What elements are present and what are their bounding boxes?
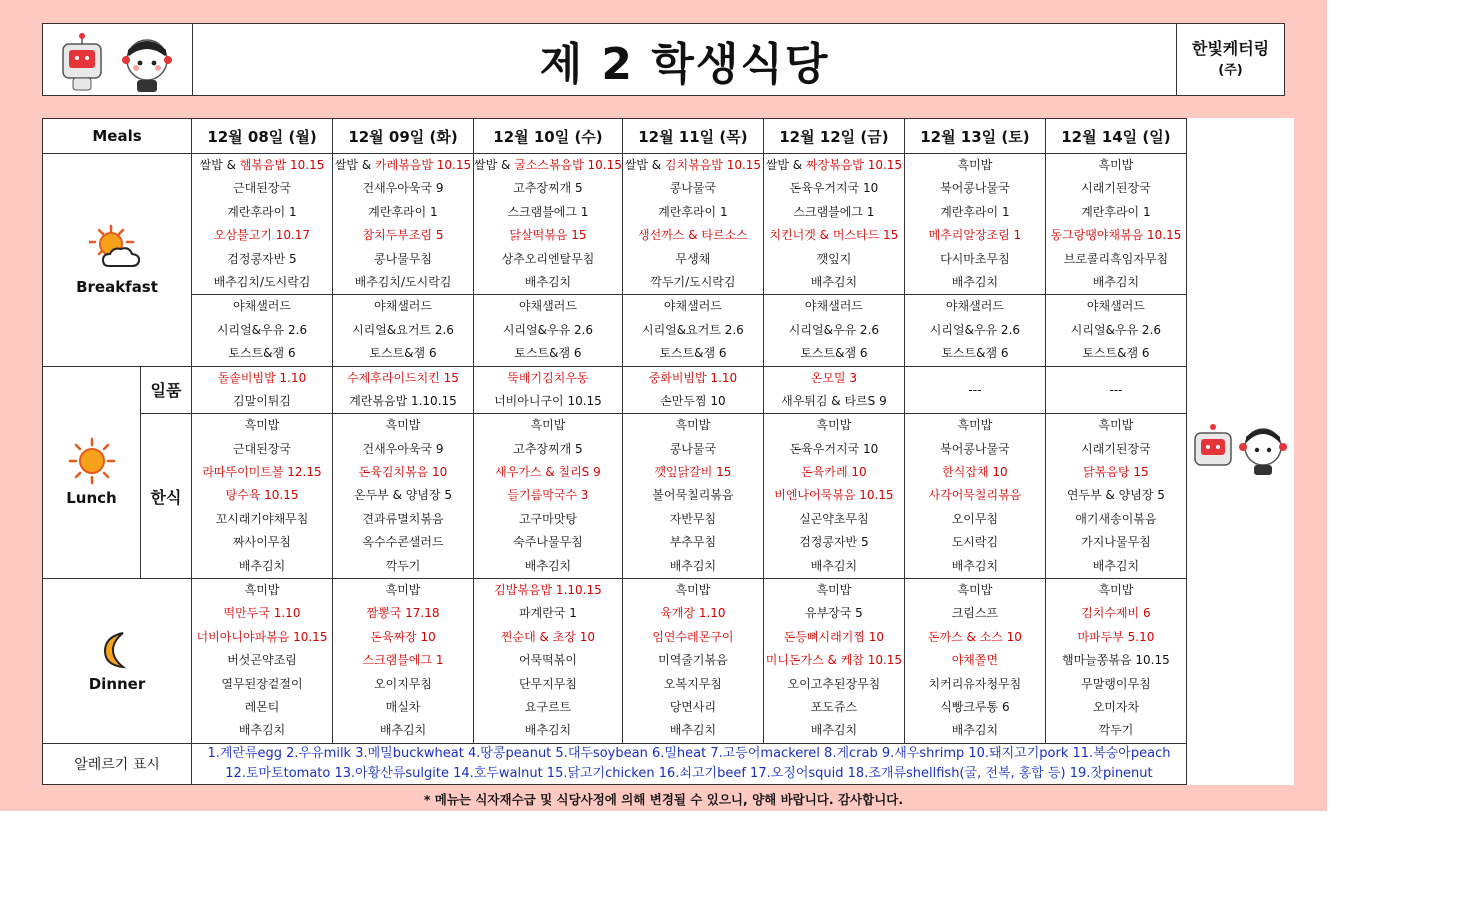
menu-item: 매실차 [385, 699, 421, 714]
breakfast-side-cell [904, 295, 1045, 366]
menu-item: 배추김치 [238, 723, 286, 738]
menu-item: 토스트&잼 6 [514, 346, 582, 361]
menu-item: 배추김치 [524, 274, 572, 289]
menu-item: --- [968, 382, 982, 397]
lunch-hansik-label: 한식 [141, 414, 192, 579]
moon-icon [97, 629, 137, 671]
day-header: 12월 13일 (토) [904, 119, 1045, 154]
menu-item: 흑미밥 [957, 583, 993, 598]
menu-item: 찐순대 & 초장 10 [500, 629, 595, 644]
menu-item: 시리얼&우유 2.6 [216, 322, 308, 337]
menu-item: 토스트&잼 6 [369, 346, 437, 361]
company-name: 한빛케터링 [1191, 38, 1270, 58]
day-header: 12월 12일 (금) [763, 119, 904, 154]
girl-mascot-icon [122, 40, 172, 92]
lunch-ilpum-cell [333, 366, 474, 414]
menu-item: 돈육우거지국 10 [789, 441, 879, 456]
menu-item: 고구마맛탕 [518, 511, 577, 526]
menu-item: 한식잡채 10 [942, 465, 1008, 480]
menu-item: 시리얼&요거트 2.6 [352, 322, 454, 337]
menu-item: 배추김치 [524, 558, 572, 573]
breakfast-side-row [43, 295, 1294, 366]
menu-item: 야채샐러드 [804, 299, 863, 314]
menu-item: 온두부 & 양념장 5 [354, 488, 452, 503]
menu-item: 깍두기 [1098, 723, 1134, 738]
menu-item [474, 154, 622, 177]
lunch-ilpum-cell [1045, 366, 1186, 414]
breakfast-label: Breakfast [76, 277, 158, 296]
menu-item: 미역줄기볶음 [658, 653, 728, 668]
menu-item: 근대된장국 [233, 441, 291, 456]
logo-cell [43, 24, 193, 95]
lunch-ilpum-cell [904, 366, 1045, 414]
menu-item: 김치수제비 6 [1081, 606, 1151, 621]
menu-item: 배추김치 [951, 558, 999, 573]
menu-item: 짬뽕국 17.18 [366, 606, 440, 621]
menu-item: 어묵떡볶이 [518, 653, 577, 668]
menu-item [905, 154, 1045, 177]
menu-item [764, 154, 904, 177]
menu-item: 건새우아욱국 9 [362, 441, 444, 456]
menu-item: 닭살떡볶음 15 [509, 228, 587, 243]
day-header: 12월 14일 (일) [1045, 119, 1186, 154]
menu-item: --- [1109, 382, 1123, 397]
menu-item: 깍두기/도시락김 [650, 274, 736, 289]
menu-item: 배추김치 [238, 558, 286, 573]
menu-item: 가지나물무침 [1081, 535, 1151, 550]
menu-item: 배추김치/도시락김 [213, 274, 311, 289]
lunch-hansik-cell [192, 414, 333, 579]
header-row [43, 119, 1294, 154]
menu-item: 김밥볶음밥 1.10.15 [494, 583, 602, 598]
breakfast-side-cell [192, 295, 333, 366]
menu-item: 야채샐러드 [518, 299, 577, 314]
menu-item: 육개장 1.10 [660, 606, 726, 621]
menu-item-part: 김치볶음밥 10.15 [664, 158, 762, 172]
menu-item: 배추김치 [379, 723, 427, 738]
menu-item: 오이무침 [951, 511, 999, 526]
menu-item: 자반무침 [669, 511, 717, 526]
menu-item: 시리얼&우유 2.6 [788, 322, 880, 337]
menu-item: 상추오리엔탈무침 [501, 251, 595, 266]
menu-item: 숙주나물무침 [513, 535, 583, 550]
menu-item: 흑미밥 [675, 418, 711, 433]
menu-item: 라따뚜이미트볼 12.15 [202, 465, 322, 480]
menu-item: 짜사이무침 [233, 535, 291, 550]
menu-item: 마파두부 5.10 [1077, 629, 1155, 644]
lunch-ilpum-label: 일품 [141, 366, 192, 414]
menu-item: 야채샐러드 [374, 299, 432, 314]
menu-item: 단무지무침 [518, 676, 577, 691]
menu-item: 새우튀김 & 타르S 9 [781, 393, 887, 408]
menu-item: 배추김치/도시락김 [354, 274, 452, 289]
breakfast-side-cell [474, 295, 623, 366]
menu-item: 북어콩나물국 [940, 441, 1010, 456]
footnote: * 메뉴는 식자재수급 및 식당사정에 의해 변경될 수 있으니, 양해 바랍니다. 감사합니다. [423, 792, 904, 807]
lunch-hansik-cell [622, 414, 763, 579]
breakfast-side-cell [763, 295, 904, 366]
menu-item: 야채쫄면 [951, 653, 999, 668]
dinner-label-cell [43, 579, 192, 744]
menu-item: 무말랭이무침 [1081, 676, 1151, 691]
menu-item: 식빵크루통 6 [940, 699, 1010, 714]
menu-item: 야채샐러드 [233, 299, 291, 314]
menu-item: 꼬시래기야채무침 [215, 511, 309, 526]
menu-item: 배추김치 [951, 723, 999, 738]
menu-item: 다시마초무침 [940, 251, 1010, 266]
menu-item: 중화비빔밥 1.10 [648, 370, 738, 385]
menu-item: 너비아니구이 10.15 [494, 393, 602, 408]
company-suffix: (주) [1218, 62, 1243, 78]
menu-item: 배추김치 [669, 558, 717, 573]
robot-mascot-icon [1187, 419, 1294, 479]
menu-item: 생선까스 & 타르소스 [638, 228, 748, 243]
menu-item: 파계란국 1 [519, 606, 577, 621]
menu-item: 돈육카레 10 [801, 465, 867, 480]
menu-item: 돈까스 & 소스 10 [927, 629, 1022, 644]
allergy-row [43, 743, 1294, 784]
menu-item: 콩나물국 [669, 181, 717, 196]
menu-item: 들기름막국수 3 [507, 488, 589, 503]
menu-table [42, 118, 1294, 785]
dinner-cell [763, 579, 904, 744]
lunch-ilpum-row [43, 366, 1294, 414]
menu-item: 돈등뼈시래기찜 10 [783, 629, 885, 644]
menu-item: 오이고추된장무침 [787, 676, 881, 691]
company-cell [1176, 24, 1284, 95]
menu-item: 계란후라이 1 [1081, 204, 1151, 219]
menu-item: 흑미밥 [244, 418, 280, 433]
menu-item: 연두부 & 양념장 5 [1066, 488, 1165, 503]
menu-item: 배추김치 [951, 274, 999, 289]
menu-item-part: 쌀밥 & [334, 158, 376, 172]
menu-item-part: 햄볶음밥 10.15 [239, 158, 325, 172]
menu-item: 시래기된장국 [1081, 181, 1151, 196]
menu-item: 레몬티 [244, 699, 280, 714]
menu-item: 야채샐러드 [945, 299, 1004, 314]
robot-mascot-icon [43, 24, 192, 95]
menu-item: 손만두찜 10 [660, 393, 726, 408]
lunch-ilpum-cell [192, 366, 333, 414]
menu-item: 배추김치 [1092, 558, 1140, 573]
menu-item: 실곤약초무침 [799, 511, 869, 526]
menu-item: 토스트&잼 6 [228, 346, 296, 361]
menu-item: 온모밀 3 [810, 370, 858, 385]
menu-item: 시리얼&우유 2.6 [929, 322, 1021, 337]
menu-item: 치커리유자청무침 [928, 676, 1022, 691]
menu-item: 배추김치 [669, 723, 717, 738]
menu-item [333, 154, 473, 177]
menu-item: 닭볶음탕 15 [1083, 465, 1149, 480]
menu-item: 시래기된장국 [1081, 441, 1151, 456]
menu-item: 미니돈가스 & 케찹 10.15 [765, 653, 903, 668]
sun-icon [68, 437, 116, 485]
menu-item: 견과류멸치볶음 [362, 511, 444, 526]
allergy-legend [192, 743, 1187, 784]
lunch-hansik-row [43, 414, 1294, 579]
lunch-hansik-cell [763, 414, 904, 579]
menu-item-part: 쌀밥 & [474, 158, 515, 172]
menu-item: 메추리알장조림 1 [928, 228, 1022, 243]
menu-item: 계란후라이 1 [658, 204, 728, 219]
menu-item: 돌솥비빔밥 1.10 [217, 370, 307, 385]
menu-item: 너비아니야파볶음 10.15 [196, 629, 328, 644]
menu-item: 시리얼&요거트 2.6 [642, 322, 744, 337]
day-header: 12월 11일 (목) [622, 119, 763, 154]
menu-item: 당면사리 [669, 699, 717, 714]
menu-item: 오삼불고기 10.17 [213, 228, 311, 243]
menu-item: 흑미밥 [1098, 418, 1134, 433]
menu-item: 스크램블에그 1 [362, 653, 444, 668]
menu-item: 토스트&잼 6 [659, 346, 727, 361]
menu-item: 검정콩자반 5 [799, 535, 869, 550]
breakfast-side-cell [622, 295, 763, 366]
menu-item: 흑미밥 [957, 418, 993, 433]
menu-item: 고추장찌개 5 [513, 441, 583, 456]
menu-item: 깻잎닭갈비 15 [654, 465, 732, 480]
lunch-ilpum-cell [763, 366, 904, 414]
menu-item: 콩나물무침 [374, 251, 432, 266]
menu-item: 임연수레몬구이 [652, 629, 734, 644]
menu-item: 흑미밥 [244, 583, 280, 598]
meals-header: Meals [43, 119, 192, 154]
menu-item: 포도쥬스 [810, 699, 858, 714]
breakfast-side-cell [333, 295, 474, 366]
lunch-ilpum-cell [474, 366, 623, 414]
menu-item-part: 흑미밥 [957, 158, 993, 172]
menu-item: 야채샐러드 [663, 299, 722, 314]
menu-item: 야채샐러드 [1086, 299, 1145, 314]
menu-item: 계란볶음밥 1.10.15 [349, 393, 457, 408]
menu-item: 볼어묵칠리볶음 [652, 488, 734, 503]
menu-item: 오이지무침 [374, 676, 432, 691]
menu-item: 뚝배기김치우동 [507, 370, 589, 385]
menu-item: 햄마늘쫑볶음 10.15 [1062, 653, 1170, 668]
menu-item: 떡만두국 1.10 [223, 606, 301, 621]
menu-item: 오미자차 [1092, 699, 1140, 714]
mascot-cell [1186, 119, 1294, 785]
dinner-cell [622, 579, 763, 744]
breakfast-label-cell [43, 154, 192, 367]
menu-item: 유부장국 5 [804, 606, 863, 621]
menu-item: 흑미밥 [385, 583, 421, 598]
day-header: 12월 09일 (화) [333, 119, 474, 154]
menu-item: 사각어묵칠리볶음 [928, 488, 1022, 503]
menu-item: 열무된장겉절이 [221, 676, 303, 691]
menu-item-part: 쌀밥 & [624, 158, 665, 172]
menu-item: 오복지무침 [663, 676, 722, 691]
menu-item: 흑미밥 [530, 418, 566, 433]
menu-item-part: 짜장볶음밥 10.15 [805, 158, 903, 172]
lunch-hansik-cell [333, 414, 474, 579]
lunch-ilpum-cell [622, 366, 763, 414]
breakfast-side-cell [1045, 295, 1186, 366]
menu-item: 돈육짜장 10 [370, 629, 436, 644]
menu-item: 수제후라이드치킨 15 [347, 370, 459, 385]
menu-item: 흑미밥 [385, 418, 421, 433]
breakfast-main-cell [192, 154, 333, 295]
menu-item: 계란후라이 1 [940, 204, 1010, 219]
lunch-hansik-cell [1045, 414, 1186, 579]
menu-item: 배추김치 [524, 723, 572, 738]
dinner-row [43, 579, 1294, 744]
menu-item: 새우가스 & 칠리S 9 [495, 465, 601, 480]
menu-item: 크림스프 [951, 606, 999, 621]
menu-item [1046, 154, 1186, 177]
menu-item: 깍두기 [385, 558, 421, 573]
breakfast-main-cell [474, 154, 623, 295]
breakfast-main-cell [333, 154, 474, 295]
dinner-cell [192, 579, 333, 744]
menu-item: 계란후라이 1 [227, 204, 297, 219]
allergy-label: 알레르기 표시 [43, 743, 192, 784]
menu-item: 북어콩나물국 [940, 181, 1010, 196]
lunch-hansik-cell [474, 414, 623, 579]
menu-item-part: 쌀밥 & [765, 158, 806, 172]
dinner-cell [333, 579, 474, 744]
dinner-label: Dinner [88, 674, 146, 693]
menu-item: 스크램블에그 1 [507, 204, 589, 219]
menu-item: 버섯곤약조림 [227, 653, 297, 668]
menu-item-part: 굴소스볶음밥 10.15 [514, 158, 622, 172]
menu-item: 돈육우거지국 10 [789, 181, 879, 196]
breakfast-main-cell [1045, 154, 1186, 295]
menu-item: 흑미밥 [816, 418, 852, 433]
menu-item-part: 쌀밥 & [199, 158, 240, 172]
menu-item: 흑미밥 [1098, 583, 1134, 598]
menu-item: 근대된장국 [233, 181, 291, 196]
header [42, 23, 1285, 96]
menu-item: 배추김치 [810, 723, 858, 738]
dinner-cell [1045, 579, 1186, 744]
day-header: 12월 10일 (수) [474, 119, 623, 154]
menu-item-part: 카레볶음밥 10.15 [375, 158, 472, 172]
allergy-line: 1.계란류egg 2.우유milk 3.메밀buckwheat 4.땅콩peanut 5.대두soybean 6.밀heat 7.고등어mackerel 8.게crab 9.새우shrimp 10.돼지고기pork 11.복숭아peach [207, 745, 1171, 761]
menu-item: 브로콜리흑임자무침 [1063, 251, 1169, 266]
page-title: 제 2 학생식당 [539, 38, 830, 90]
menu-item: 흑미밥 [816, 583, 852, 598]
lunch-hansik-cell [904, 414, 1045, 579]
menu-item: 토스트&잼 6 [800, 346, 868, 361]
menu-item: 계란후라이 1 [368, 204, 438, 219]
menu-item: 깻잎지 [816, 251, 852, 266]
menu-item: 치킨너겟 & 머스타드 15 [769, 228, 899, 243]
menu-item: 도시락김 [951, 535, 999, 550]
breakfast-main-cell [763, 154, 904, 295]
dinner-cell [474, 579, 623, 744]
menu-item: 배추김치 [810, 558, 858, 573]
menu-item: 부추무침 [669, 535, 717, 550]
sun-cloud-icon [89, 224, 145, 274]
lunch-label: Lunch [66, 489, 117, 508]
allergy-line: 12.토마토tomato 13.아황산류sulgite 14.호두walnut 15.닭고기chicken 16.쇠고기beef 17.오징어squid 18.조개류shellfish(굴, 전복, 홍합 등) 19.잣pinenut [225, 765, 1153, 781]
menu-item: 애기새송이볶음 [1075, 511, 1157, 526]
menu-item: 무생채 [675, 251, 711, 266]
menu-item: 건새우아욱국 9 [362, 181, 444, 196]
menu-item: 참치두부조림 5 [362, 228, 444, 243]
menu-item: 검정콩자반 5 [227, 251, 297, 266]
dinner-cell [904, 579, 1045, 744]
menu-item [623, 154, 763, 177]
menu-item: 고추장찌개 5 [513, 181, 583, 196]
menu-item: 콩나물국 [669, 441, 717, 456]
lunch-label-cell [43, 366, 141, 579]
breakfast-main-row [43, 154, 1294, 295]
menu-item: 흑미밥 [675, 583, 711, 598]
day-header: 12월 08일 (월) [192, 119, 333, 154]
menu-item: 비엔나어묵볶음 10.15 [774, 488, 894, 503]
menu-item: 토스트&잼 6 [941, 346, 1009, 361]
menu-item: 탕수육 10.15 [225, 488, 299, 503]
menu-item: 요구르트 [524, 699, 572, 714]
menu-item: 시리얼&우유 2.6 [1070, 322, 1162, 337]
menu-item: 토스트&잼 6 [1082, 346, 1150, 361]
menu-item: 옥수수콘샐러드 [362, 535, 444, 550]
menu-item: 배추김치 [1092, 274, 1140, 289]
menu-item: 동그랑땡야채볶음 10.15 [1050, 228, 1182, 243]
menu-item [192, 154, 332, 177]
menu-item: 돈육김치볶음 10 [358, 465, 448, 480]
menu-item: 시리얼&우유 2.6 [502, 322, 594, 337]
menu-item: 배추김치 [810, 274, 858, 289]
menu-item: 스크램블에그 1 [793, 204, 875, 219]
menu-item: 김말이튀김 [233, 393, 291, 408]
menu-item-part: 흑미밥 [1098, 158, 1134, 172]
breakfast-main-cell [904, 154, 1045, 295]
breakfast-main-cell [622, 154, 763, 295]
